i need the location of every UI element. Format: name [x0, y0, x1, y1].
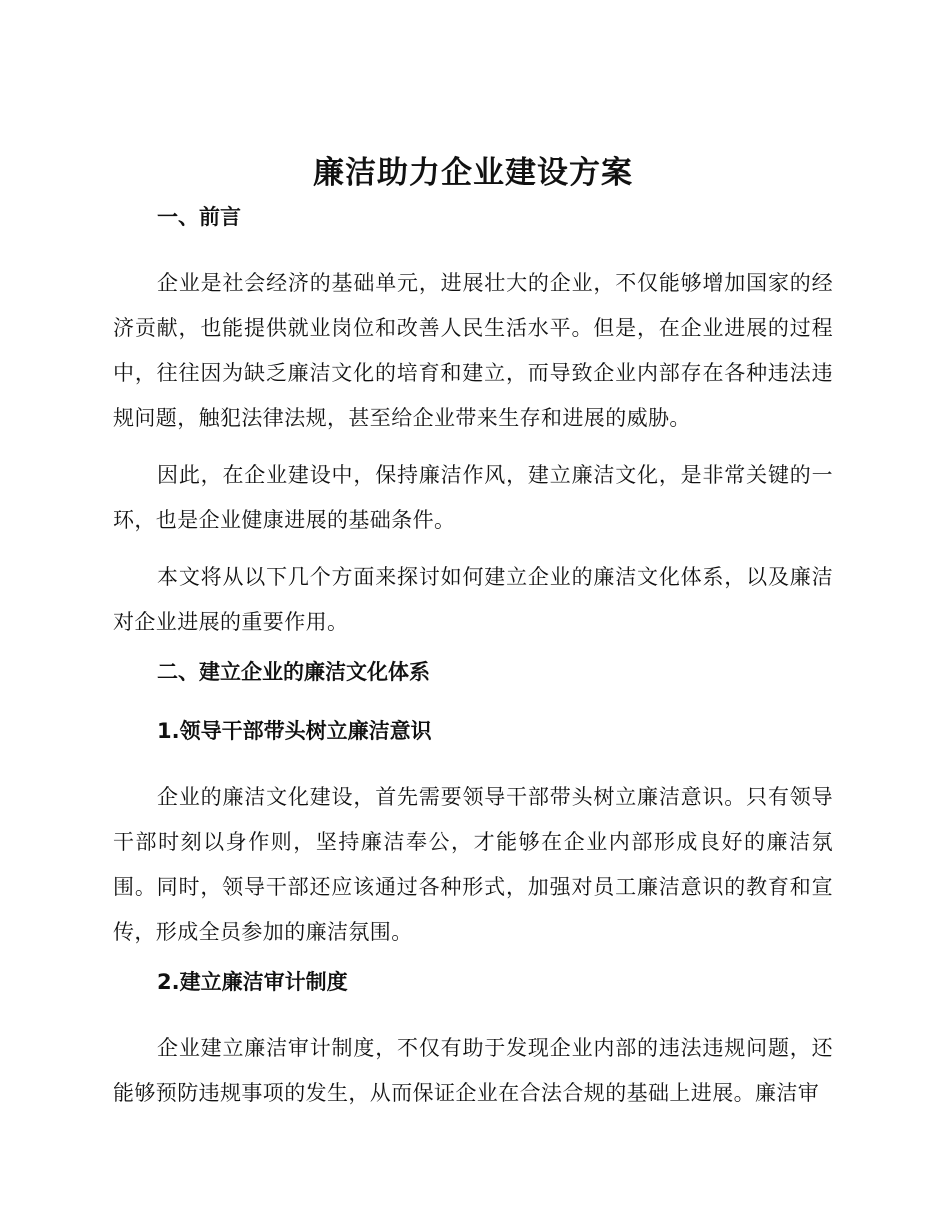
paragraph: 因此，在企业建设中，保持廉洁作风，建立廉洁文化，是非常关键的一环，也是企业健康进展的基础条件。	[113, 463, 833, 532]
section-heading-preface: 一、前言	[157, 205, 241, 229]
section-heading-culture-system: 二、建立企业的廉洁文化体系	[157, 660, 430, 684]
document-body	[113, 150, 833, 1128]
document-title: 廉洁助力企业建设方案	[313, 155, 633, 191]
paragraph: 企业的廉洁文化建设，首先需要领导干部带头树立廉洁意识。只有领导干部时刻以身作则，坚持廉洁奉公，才能够在企业内部形成良好的廉洁氛围。同时，领导干部还应该通过各种形式，加强对员工廉洁意识的教育和宣传，形成全员参加的廉洁氛围。	[113, 785, 833, 944]
paragraph: 企业是社会经济的基础单元，进展壮大的企业，不仅能够增加国家的经济贡献，也能提供就业岗位和改善人民生活水平。但是，在企业进展的过程中，往往因为缺乏廉洁文化的培育和建立，而导致企业内部存在各种违法违规问题，触犯法律法规，甚至给企业带来生存和进展的威胁。	[113, 271, 833, 430]
paragraph: 企业建立廉洁审计制度，不仅有助于发现企业内部的违法违规问题，还能够预防违规事项的发生，从而保证企业在合法合规的基础上进展。廉洁审	[113, 1036, 833, 1105]
subsection-heading-leadership: 1.领导干部带头树立廉洁意识	[157, 719, 432, 743]
paragraph: 本文将从以下几个方面来探讨如何建立企业的廉洁文化体系，以及廉洁对企业进展的重要作用。	[113, 565, 833, 634]
subsection-heading-audit: 2.建立廉洁审计制度	[157, 970, 348, 994]
